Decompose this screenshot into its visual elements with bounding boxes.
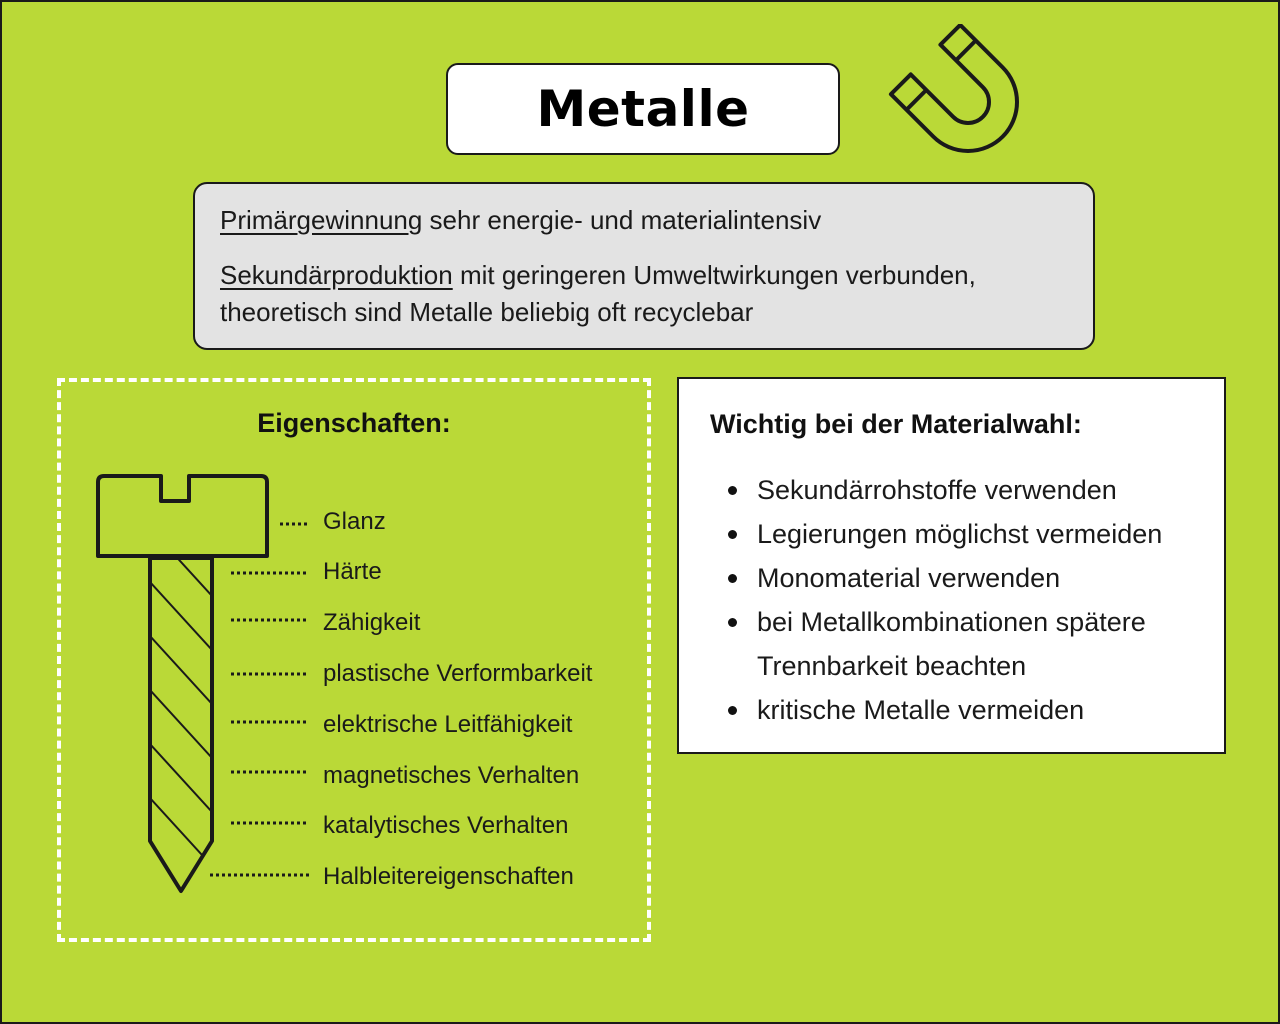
- property-magnetisches-verhalten: magnetisches Verhalten: [323, 762, 580, 789]
- material-choice-heading: Wichtig bei der Materialwahl:: [710, 409, 1082, 439]
- page-title: Metalle: [536, 80, 750, 138]
- properties-box: [57, 378, 651, 942]
- property-plastische-verformbarkeit: plastische Verformbarkeit: [323, 660, 593, 687]
- info-box: [193, 182, 1095, 350]
- material-choice-box: [677, 377, 1226, 754]
- list-item: Legierungen möglichst vermeiden: [757, 512, 1206, 556]
- list-item: bei Metallkombinationen spätere Trennbarkeit beachten: [757, 600, 1206, 688]
- property-halbleitereigenschaften: Halbleitereigenschaften: [323, 863, 574, 890]
- list-item: Monomaterial verwenden: [757, 556, 1206, 600]
- list-item: Sekundärrohstoffe verwenden: [757, 468, 1206, 512]
- term-sekundaerproduktion: Sekundärproduktion: [220, 260, 453, 290]
- property-elektrische-leitfaehigkeit: elektrische Leitfähigkeit: [323, 711, 573, 738]
- property-zaehigkeit: Zähigkeit: [323, 609, 421, 636]
- property-katalytisches-verhalten: katalytisches Verhalten: [323, 812, 569, 839]
- properties-heading: Eigenschaften:: [257, 408, 451, 438]
- list-item: kritische Metalle vermeiden: [757, 688, 1206, 732]
- info-line-primary: Primärgewinnung sehr energie- und materialintensiv: [220, 205, 822, 235]
- property-haerte: Härte: [323, 558, 382, 585]
- info-line-secondary: Sekundärproduktion mit geringeren Umweltwirkungen verbunden, theoretisch sind Metalle beliebig oft recyclebar: [220, 260, 976, 327]
- property-glanz: Glanz: [323, 508, 386, 535]
- term-primaergewinnung: Primärgewinnung: [220, 205, 423, 235]
- title-box: [446, 63, 840, 155]
- magnet-icon: [886, 24, 1046, 174]
- material-choice-list: [757, 468, 1206, 732]
